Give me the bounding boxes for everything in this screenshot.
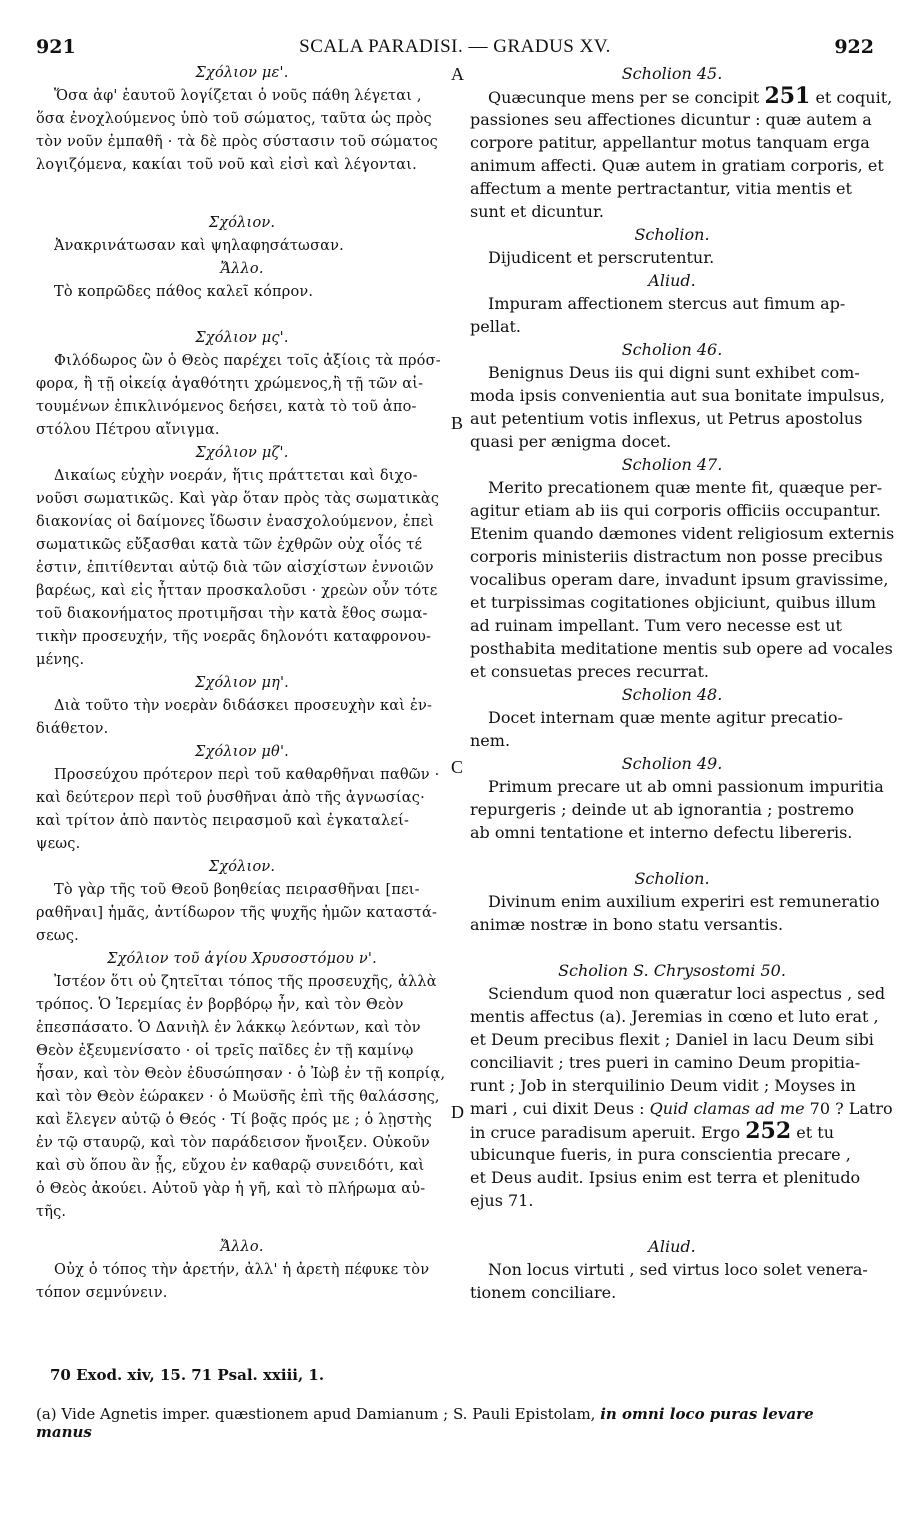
text-line bbox=[470, 1097, 893, 1120]
text-line: ἐν τῷ σταυρῷ, καὶ τὸν παράδεισον ἤνοιξεν. Οὐκοῦν bbox=[36, 1135, 430, 1151]
page-number-left: 921 bbox=[36, 36, 76, 58]
text-line: Impuram affectionem stercus aut fimum ap- bbox=[488, 294, 846, 313]
text-line: aut petentium votis inflexus, ut Petrus apostolus bbox=[470, 409, 863, 428]
text-fragment: et coquit, bbox=[810, 88, 893, 107]
text-line: conciliavit ; tres pueri in camino Deum propitia- bbox=[470, 1053, 861, 1072]
page-number-right: 922 bbox=[834, 36, 874, 58]
text-line: Τὸ γὰρ τῆς τοῦ Θεοῦ βοηθείας πειρασθῆναι [πει- bbox=[54, 882, 420, 898]
text-line: passiones seu affectiones dicuntur : quæ autem a bbox=[470, 110, 872, 129]
text-line: nem. bbox=[470, 731, 511, 750]
column-number: 252 bbox=[745, 1118, 792, 1144]
text-line: διάθετον. bbox=[36, 721, 109, 737]
text-line: βαρέως, καὶ εἰς ἧτταν προσκαλοῦσι · χρεὼν οὖν τότε bbox=[36, 583, 438, 599]
text-line: Docet internam quæ mente agitur precatio- bbox=[488, 708, 843, 727]
column-number: 251 bbox=[764, 83, 811, 109]
text-line: posthabita meditatione mentis sub opere ad vocales bbox=[470, 639, 893, 658]
scholion-title: Σχόλιον μη'. bbox=[195, 675, 289, 691]
text-line: moda ipsis convenientia aut sua bonitate impulsus, bbox=[470, 386, 885, 405]
text-line: ejus 71. bbox=[470, 1191, 534, 1210]
text-fragment: Quæcunque mens per se concipit bbox=[488, 88, 765, 107]
text-line: affectum a mente pertractantur, vitia mentis et bbox=[470, 179, 852, 198]
text-line: λογιζόμενα, κακίαι τοῦ νοῦ καὶ εἰσὶ καὶ λέγονται. bbox=[36, 157, 417, 173]
text-line: Benignus Deus iis qui digni sunt exhibet com- bbox=[488, 363, 860, 382]
text-line: Non locus virtuti , sed virtus loco solet venera- bbox=[488, 1260, 868, 1279]
scholion-title: Scholion. bbox=[634, 225, 710, 244]
text-line: καὶ τρίτον ἀπὸ παντὸς πειρασμοῦ καὶ ἐγκαταλεί- bbox=[36, 813, 410, 829]
text-line: νοῦσι σωματικῶς. Καὶ γὰρ ὅταν πρὸς τὰς σωματικὰς bbox=[36, 491, 440, 507]
text-line: διακονίας οἱ δαίμονες ἴδωσιν ἐνασχολούμενον, ἐπεὶ bbox=[36, 514, 435, 530]
text-line: agitur etiam ab iis qui corporis officiis occupantur. bbox=[470, 501, 881, 520]
footnote-references: 70 Exod. xiv, 15. 71 Psal. xxiii, 1. bbox=[50, 1366, 325, 1384]
text-line: Θεὸν ἐξευμενίσατο · οἱ τρεῖς παῖδες ἐν τῇ καμίνῳ bbox=[36, 1043, 414, 1059]
text-line: Ὅσα ἀφ' ἑαυτοῦ λογίζεται ὁ νοῦς πάθη λέγεται , bbox=[54, 88, 422, 104]
text-line: ad ruinam impellant. Tum vero necesse est ut bbox=[470, 616, 842, 635]
greek-column bbox=[36, 62, 448, 1305]
text-line: Divinum enim auxilium experiri est remuneratio bbox=[488, 892, 880, 911]
text-line: Merito precationem quæ mente fit, quæque per- bbox=[488, 478, 883, 497]
text-line: repurgeris ; deinde ut ab ignorantia ; postremo bbox=[470, 800, 855, 819]
text-line: runt ; Job in sterquilinio Deum vidit ; Moyses in bbox=[470, 1076, 856, 1095]
text-line: τικὴν προσευχήν, τῆς νοερᾶς δηλονότι καταφρονου- bbox=[36, 629, 432, 645]
text-line: ὅσα ἐνοχλούμενος ὑπὸ τοῦ σώματος, ταῦτα ὡς πρὸς bbox=[36, 111, 432, 127]
text-line: τουμένων ἐπικλινόμενος δεήσει, κατὰ τὸ τοῦ ἀπο- bbox=[36, 399, 417, 415]
text-line: τρόπος. Ὁ Ἱερεμίας ἐν βορβόρῳ ἦν, καὶ τὸν Θεὸν bbox=[36, 997, 404, 1013]
text-line: corpore patitur, appellantur motus tanquam erga bbox=[470, 133, 870, 152]
text-line: τὸν νοῦν ἐμπαθῆ · τὰ δὲ πρὸς σύστασιν τοῦ σώματος bbox=[36, 134, 439, 150]
text-line: ραθῆναι] ἡμᾶς, ἀντίδωρον τῆς ψυχῆς ἡμῶν καταστά- bbox=[36, 905, 438, 921]
footnote-a bbox=[36, 1404, 874, 1424]
scholion-title: Scholion 49. bbox=[621, 754, 723, 773]
text-line: ἐπεσπάσατο. Ὁ Δανιὴλ ἐν λάκκῳ λεόντων, καὶ τὸν bbox=[36, 1020, 421, 1036]
text-fragment: 70 ? Latro bbox=[804, 1099, 893, 1118]
text-line: καὶ δεύτερον περὶ τοῦ ῥυσθῆναι ἀπὸ τῆς ἀγνωσίας· bbox=[36, 790, 425, 806]
text-line: Οὐχ ὁ τόπος τὴν ἀρετήν, ἀλλ' ἡ ἀρετὴ πέφυκε τὸν bbox=[54, 1262, 430, 1278]
text-line: pellat. bbox=[470, 317, 521, 336]
margin-letter: D bbox=[451, 1102, 464, 1122]
text-fragment: et tu bbox=[791, 1123, 834, 1142]
scholion-title: Ἄλλο. bbox=[220, 261, 264, 277]
text-line: Διὰ τοῦτο τὴν νοερὰν διδάσκει προσευχὴν καὶ ἐν- bbox=[54, 698, 433, 714]
text-line: Primum precare ut ab omni passionum impuritia bbox=[488, 777, 884, 796]
scholion-title: Aliud. bbox=[648, 1237, 696, 1256]
text-line: καὶ τὸν Θεὸν ἑώρακεν · ὁ Μωϋσῆς ἐπὶ τῆς θαλάσσης, bbox=[36, 1089, 440, 1105]
text-line: ἦσαν, καὶ τὸν Θεὸν ἐδυσώπησαν · ὁ Ἰὼβ ἐν τῇ κοπρίᾳ, bbox=[36, 1066, 446, 1082]
text-fragment: (a) Vide Agnetis imper. quæstionem apud Damianum ; S. Pauli Epistolam, bbox=[36, 1405, 601, 1423]
scholion-title: Scholion 48. bbox=[621, 685, 723, 704]
text-fragment: in cruce paradisum aperuit. Ergo bbox=[470, 1123, 746, 1142]
text-line: Etenim quando dæmones vident religiosum externis bbox=[470, 524, 895, 543]
scholion-title: Ἄλλο. bbox=[220, 1239, 264, 1255]
text-line: ἐστιν, ἐπιτίθενται αὐτῷ διὰ τῶν αἰσχίστων ἐννοιῶν bbox=[36, 560, 434, 576]
text-line: ὁ Θεὸς ἀκούει. Αὐτοῦ γὰρ ἡ γῆ, καὶ τὸ πλήρωμα αὐ- bbox=[36, 1181, 426, 1197]
text-line: Dijudicent et perscrutentur. bbox=[488, 248, 715, 267]
scholion-title: Scholion 46. bbox=[621, 340, 723, 359]
text-line: Sciendum quod non quæratur loci aspectus , sed bbox=[488, 984, 886, 1003]
scholion-title: Σχόλιον μς'. bbox=[195, 330, 289, 346]
text-line: τοῦ διακονήματος προτιμῆσαι τὴν κατὰ ἔθος σωμα- bbox=[36, 606, 428, 622]
latin-column bbox=[470, 62, 895, 1304]
text-line: et Deum precibus flexit ; Daniel in lacu Deum sibi bbox=[470, 1030, 874, 1049]
text-line: στόλου Πέτρου αἴνιγμα. bbox=[36, 422, 220, 438]
text-line: ubicunque fueris, in pura conscientia precare , bbox=[470, 1145, 851, 1164]
text-line: animum affecti. Quæ autem in gratiam corporis, et bbox=[470, 156, 884, 175]
scholion-title: Σχόλιον. bbox=[208, 215, 276, 231]
text-line: σεως. bbox=[36, 928, 79, 944]
scholion-title: Scholion 47. bbox=[621, 455, 723, 474]
scholion-title: Σχόλιον μθ'. bbox=[195, 744, 289, 760]
scholion-title: Σχόλιον με'. bbox=[195, 65, 289, 81]
footnote-a-continued: manus bbox=[36, 1423, 92, 1441]
running-title: SCALA PARADISI. — GRADUS XV. bbox=[299, 36, 611, 57]
quotation: Quid clamas ad me bbox=[649, 1099, 805, 1118]
text-line: sunt et dicuntur. bbox=[470, 202, 604, 221]
text-line: ab omni tentatione et interno defectu libereris. bbox=[470, 823, 853, 842]
text-line: corporis ministeriis distractum non posse precibus bbox=[470, 547, 883, 566]
text-line: καὶ ἔλεγεν αὐτῷ ὁ Θεός · Τί βοᾷς πρός με ; ὁ λῃστὴς bbox=[36, 1112, 433, 1128]
text-line: Δικαίως εὐχὴν νοεράν, ἥτις πράττεται καὶ διχο- bbox=[54, 468, 418, 484]
scholion-title: Σχόλιον τοῦ ἁγίου Χρυσοστόμου ν'. bbox=[107, 951, 377, 967]
text-line: φορα, ἢ τῇ οἰκείᾳ ἀγαθότητι χρώμενος,ἢ τῇ τῶν αἰ- bbox=[36, 376, 424, 392]
scholion-title: Σχόλιον. bbox=[208, 859, 276, 875]
text-line: et turpissimas cogitationes objiciunt, quibus illum bbox=[470, 593, 877, 612]
text-line: vocalibus operam dare, invadunt ipsum gravissime, bbox=[470, 570, 889, 589]
text-line: τῆς. bbox=[36, 1204, 67, 1220]
text-line: Ἰστέον ὅτι οὐ ζητεῖται τόπος τῆς προσευχῆς, ἀλλὰ bbox=[54, 974, 437, 990]
text-line: et consuetas preces recurrat. bbox=[470, 662, 709, 681]
text-line: tionem conciliare. bbox=[470, 1283, 617, 1302]
margin-letter: C bbox=[451, 757, 464, 777]
scholion-title: Scholion S. Chrysostomi 50. bbox=[558, 961, 786, 980]
margin-letter: A bbox=[451, 64, 464, 84]
text-line: τόπον σεμνύνειν. bbox=[36, 1285, 168, 1301]
text-line: Τὸ κοπρῶδες πάθος καλεῖ κόπρον. bbox=[54, 284, 314, 300]
text-line: ψεως. bbox=[36, 836, 81, 852]
text-line: quasi per ænigma docet. bbox=[470, 432, 672, 451]
quotation: in omni loco puras levare bbox=[600, 1405, 814, 1423]
scholion-title: Aliud. bbox=[648, 271, 696, 290]
text-line: σωματικῶς εὔξασθαι κατὰ τῶν ἐχθρῶν οὐχ οἷός τέ bbox=[36, 537, 423, 553]
text-line: Προσεύχου πρότερον περὶ τοῦ καθαρθῆναι παθῶν · bbox=[54, 767, 440, 783]
text-line: μένης. bbox=[36, 652, 85, 668]
text-line bbox=[470, 83, 893, 109]
text-line: Φιλόδωρος ὢν ὁ Θεὸς παρέχει τοῖς ἀξίοις τὰ πρόσ- bbox=[54, 353, 441, 369]
scholion-title: Scholion. bbox=[634, 869, 710, 888]
text-line: et Deus audit. Ipsius enim est terra et plenitudo bbox=[470, 1168, 861, 1187]
text-line: Ἀνακρινάτωσαν καὶ ψηλαφησάτωσαν. bbox=[54, 238, 344, 254]
text-line: mentis affectus (a). Jeremias in cœno et luto erat , bbox=[470, 1007, 879, 1026]
page-header bbox=[36, 36, 874, 58]
text-line: animæ nostræ in bono statu versantis. bbox=[470, 915, 784, 934]
margin-letter: B bbox=[451, 413, 464, 433]
text-line: καὶ σὺ ὅπου ἂν ᾖς, εὔχου ἐν καθαρῷ συνειδότι, καὶ bbox=[36, 1158, 425, 1174]
scholion-title: Scholion 45. bbox=[621, 64, 723, 83]
scholion-title: Σχόλιον μζ'. bbox=[195, 445, 289, 461]
text-fragment: mari , cui dixit Deus : bbox=[470, 1099, 650, 1118]
text-line bbox=[470, 1120, 874, 1143]
